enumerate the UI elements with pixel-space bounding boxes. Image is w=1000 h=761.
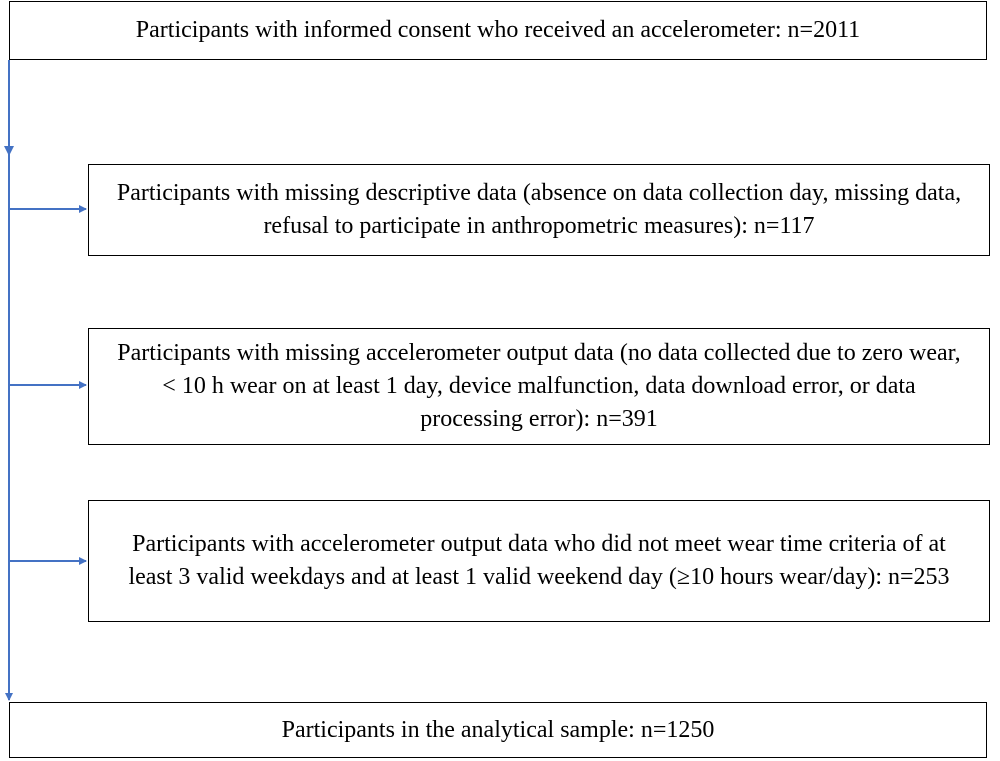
mid-arrowhead	[4, 146, 14, 156]
consent-box	[9, 1, 987, 60]
missing-descriptive-box	[88, 164, 990, 256]
missing-accelerometer-text: Participants with missing accelerometer output data (no data collected due to zero wear, < 10 h wear on at least 1 day, device malfunction, data download error, or data processing error): n=391	[117, 340, 961, 432]
analytical-sample-text: Participants in the analytical sample: n=1250	[281, 716, 715, 743]
consent-text: Participants with informed consent who received an accelerometer: n=2011	[135, 17, 861, 43]
missing-descriptive-text: Participants with missing descriptive data (absence on data collection day, missing data, refusal to participate in anthropometric measures): n=117	[116, 180, 962, 239]
wear-time-criteria-text: Participants with accelerometer output data who did not meet wear time criteria of at least 3 valid weekdays and at least 1 valid weekend day (≥10 hours wear/day): n=253	[128, 531, 950, 590]
wear-time-criteria-box	[88, 500, 990, 622]
analytical-sample-box	[9, 702, 987, 758]
missing-accelerometer-box	[88, 328, 990, 445]
